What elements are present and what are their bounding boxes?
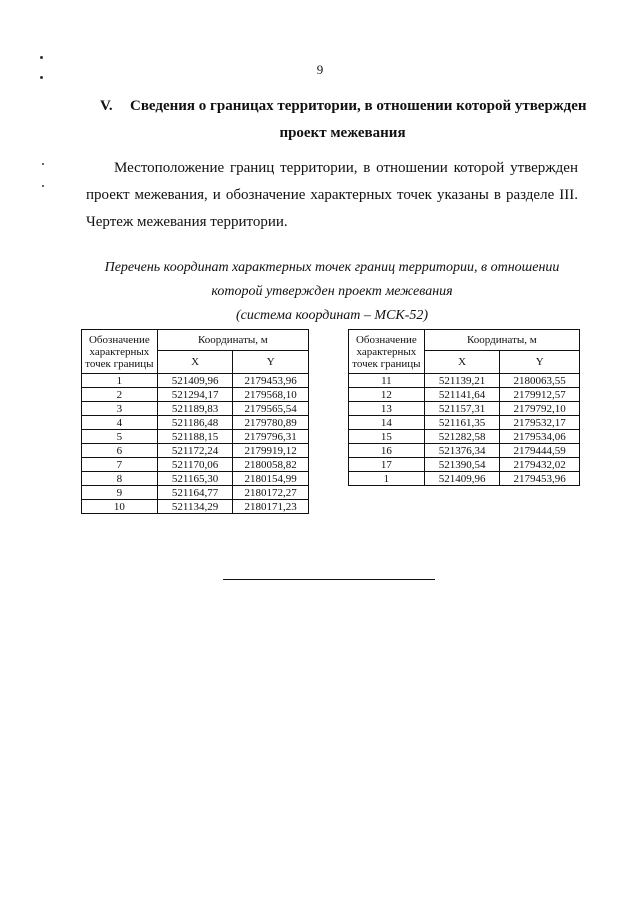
table-row — [82, 500, 309, 514]
table-row — [349, 402, 580, 416]
coordinates-list-title — [86, 256, 578, 328]
x-header: X — [157, 351, 233, 374]
table-row — [349, 472, 580, 486]
y-cell: 2179532,17 — [500, 416, 580, 430]
y-cell: 2179780,89 — [233, 416, 309, 430]
y-header: Y — [500, 351, 580, 374]
point-cell: 15 — [349, 430, 425, 444]
table-row — [82, 430, 309, 444]
point-cell: 5 — [82, 430, 158, 444]
x-cell: 521161,35 — [424, 416, 500, 430]
x-cell: 521282,58 — [424, 430, 500, 444]
list-title-line3: (система координат – МСК-52) — [235, 308, 429, 323]
y-cell: 2179912,57 — [500, 388, 580, 402]
y-cell: 2179796,31 — [233, 430, 309, 444]
point-cell: 11 — [349, 374, 425, 388]
table-row — [82, 388, 309, 402]
x-header: X — [424, 351, 500, 374]
coordinates-header: Координаты, м — [424, 330, 579, 351]
y-cell: 2179568,10 — [233, 388, 309, 402]
point-cell: 8 — [82, 472, 158, 486]
y-cell: 2179453,96 — [500, 472, 580, 486]
section-title-line1: Сведения о границах территории, в отношении которой утвержден — [130, 98, 587, 114]
x-cell: 521189,83 — [157, 402, 233, 416]
y-cell: 2180171,23 — [233, 500, 309, 514]
x-cell: 521157,31 — [424, 402, 500, 416]
x-cell: 521170,06 — [157, 458, 233, 472]
point-cell: 17 — [349, 458, 425, 472]
point-cell: 13 — [349, 402, 425, 416]
table-row — [82, 374, 309, 388]
x-cell: 521188,15 — [157, 430, 233, 444]
x-cell: 521134,29 — [157, 500, 233, 514]
y-cell: 2180063,55 — [500, 374, 580, 388]
y-cell: 2179534,06 — [500, 430, 580, 444]
x-cell: 521409,96 — [157, 374, 233, 388]
x-cell: 521172,24 — [157, 444, 233, 458]
designation-header: Обозначение характерных точек границы — [349, 330, 425, 374]
scan-speck — [42, 163, 44, 165]
table-row — [349, 388, 580, 402]
point-cell: 3 — [82, 402, 158, 416]
point-cell: 6 — [82, 444, 158, 458]
table-row — [349, 430, 580, 444]
table-row — [82, 458, 309, 472]
y-cell: 2179444,59 — [500, 444, 580, 458]
coordinates-header: Координаты, м — [157, 330, 308, 351]
point-cell: 12 — [349, 388, 425, 402]
page-number: 9 — [316, 62, 324, 77]
y-cell: 2180172,27 — [233, 486, 309, 500]
x-cell: 521376,34 — [424, 444, 500, 458]
body-paragraph: Местоположение границ территории, в отношении которой утвержден проект межевания, и обозначение характерных точек указаны в разделе III. Чертеж межевания территории. — [86, 160, 578, 230]
point-cell: 10 — [82, 500, 158, 514]
table-row — [349, 458, 580, 472]
end-rule — [223, 579, 435, 580]
table-row — [82, 486, 309, 500]
point-cell: 2 — [82, 388, 158, 402]
x-cell: 521186,48 — [157, 416, 233, 430]
point-cell: 1 — [82, 374, 158, 388]
y-cell: 2179919,12 — [233, 444, 309, 458]
x-cell: 521141,64 — [424, 388, 500, 402]
y-cell: 2179565,54 — [233, 402, 309, 416]
x-cell: 521294,17 — [157, 388, 233, 402]
table-row — [349, 444, 580, 458]
section-title-line2: проект межевания — [279, 125, 406, 141]
table-row — [82, 472, 309, 486]
list-title-line2: которой утвержден проект межевания — [211, 284, 453, 299]
point-cell: 9 — [82, 486, 158, 500]
section-number: V. — [100, 98, 113, 114]
point-cell: 16 — [349, 444, 425, 458]
y-header: Y — [233, 351, 309, 374]
y-cell: 2179453,96 — [233, 374, 309, 388]
list-title-line1: Перечень координат характерных точек границ территории, в отношении — [104, 260, 560, 275]
designation-header: Обозначение характерных точек границы — [82, 330, 158, 374]
point-cell: 1 — [349, 472, 425, 486]
y-cell: 2179792,10 — [500, 402, 580, 416]
x-cell: 521409,96 — [424, 472, 500, 486]
x-cell: 521139,21 — [424, 374, 500, 388]
table-row — [82, 416, 309, 430]
scan-speck — [42, 185, 44, 187]
table-row — [349, 374, 580, 388]
point-cell: 14 — [349, 416, 425, 430]
y-cell: 2180154,99 — [233, 472, 309, 486]
table-row — [349, 416, 580, 430]
x-cell: 521164,77 — [157, 486, 233, 500]
coordinates-table-right — [348, 329, 580, 486]
x-cell: 521390,54 — [424, 458, 500, 472]
point-cell: 4 — [82, 416, 158, 430]
y-cell: 2180058,82 — [233, 458, 309, 472]
table-row — [82, 402, 309, 416]
table-row — [82, 444, 309, 458]
x-cell: 521165,30 — [157, 472, 233, 486]
y-cell: 2179432,02 — [500, 458, 580, 472]
point-cell: 7 — [82, 458, 158, 472]
scan-speck — [40, 56, 43, 59]
coordinates-table-left — [81, 329, 309, 514]
